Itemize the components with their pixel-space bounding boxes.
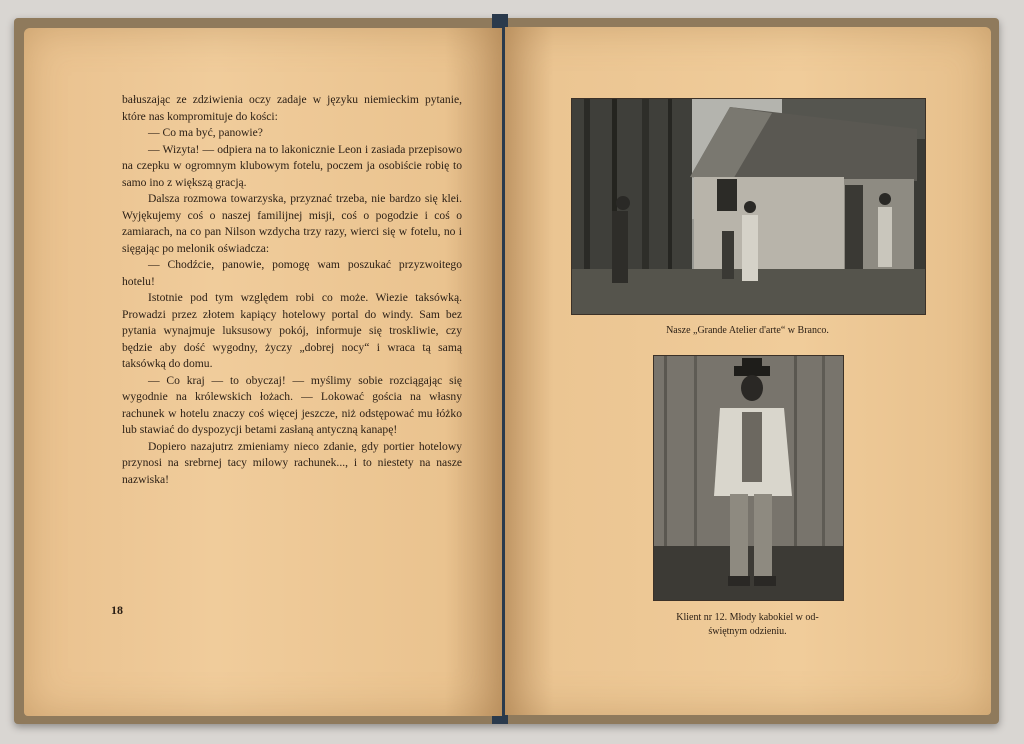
paragraph-7: — Co kraj — to obyczaj! — myślimy sobie rozciągając się wygodnie na królewskich łożach. — Lokować gościa na własny rachunek w hotelu znaczy coś więcej jeszcze, niż odstępować mu łóżko lub stawiać do dyspozycji betami zasłaną antyczną kanapę! [122,373,462,436]
paragraph-8: Dopiero nazajutrz zmieniamy nieco zdanie, gdy portier hotelowy przynosi na srebrnej tacy milowy rachunek..., i to niestety na nasze nazwiska! [122,439,462,486]
paragraph-3: — Wizyta! — odpiera na to lakonicznie Leon i zasiada przepisowo na czepku w ogromnym klubowym fotelu, poczem ja osobiście robię to samo ino z większą gracją. [122,142,462,189]
paragraph-4: Dalsza rozmowa towarzyska, przyznać trzeba, nie bardzo się klei. Wyjękujemy coś o naszej familijnej misji, coś o pogodzie i coś o zamiarach, na co pan Nilson wzdycha trzy razy, wierci się w fotelu, no i sięgając po melonik oświadcza: [122,192,462,255]
paragraph-1: bałuszając ze zdziwienia oczy zadaje w języku niemieckim pytanie, które nas kompromituje do kości: [122,93,462,123]
page-number: 18 [111,603,123,617]
hut-photo-caption: Nasze „Grande Atelier d'arte“ w Branco. [666,325,829,336]
paragraph-5: — Chodźcie, panowie, pomogę wam poszukać przyzwoitego hotelu! [122,258,462,288]
portrait-photo [653,355,844,601]
portrait-photo-caption [640,611,855,639]
paragraph-2: — Co ma być, panowie? [148,126,263,139]
paragraph-6: Istotnie pod tym względem robi co może. Wiezie taksówką. Prowadzi przez złotem kapiący hotelowy portal do windy. Sam bez pytania wynajmuje luksusowy pokój, informuje się troskliwie, czy będzie aby dość wygodny, życzy „dobrej nocy“ i wraca tą samą taksówką do domu. [122,291,462,370]
hut-photo [571,98,926,315]
left-page-text [122,92,462,488]
portrait-caption-line-1: Klient nr 12. Młody kabokiel w od- [676,612,819,623]
portrait-caption-line-2: świętnym odzieniu. [708,626,787,637]
